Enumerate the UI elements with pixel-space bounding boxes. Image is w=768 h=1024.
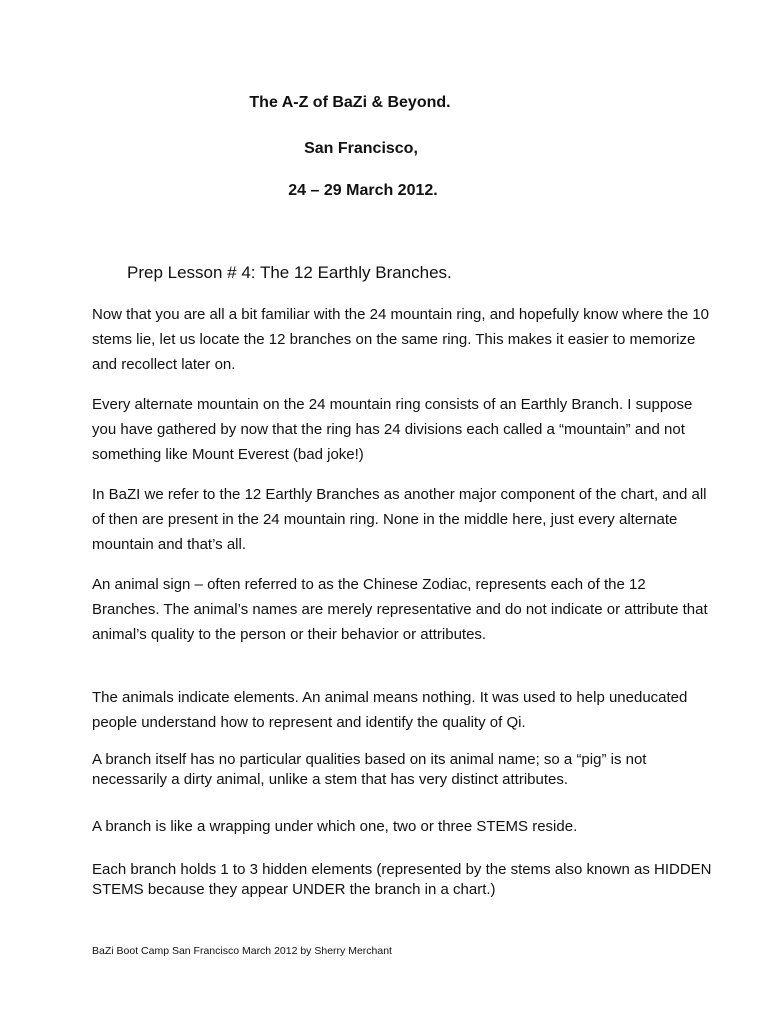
paragraph-8: Each branch holds 1 to 3 hidden elements (represented by the stems also known as HIDDEN STEMS because they appear UNDER the branch in a chart.) — [92, 861, 712, 898]
paragraph-2: Every alternate mountain on the 24 mountain ring consists of an Earthly Branch. I suppose you have gathered by now that the ring has 24 divisions each called a “mountain” and not something like Mount Everest (bad joke!) — [92, 396, 693, 463]
paragraph-3: In BaZI we refer to the 12 Earthly Branches as another major component of the chart, and all of then are present in the 24 mountain ring. None in the middle here, just every alternate mountain and that’s all. — [92, 486, 707, 553]
paragraph-5: The animals indicate elements. An animal means nothing. It was used to help uneducated people understand how to represent and identify the quality of Qi. — [92, 689, 688, 731]
paragraph-4: An animal sign – often referred to as the Chinese Zodiac, represents each of the 12 Branches. The animal’s names are merely representative and do not indicate or attribute that animal’s quality to the person or their behavior or attributes. — [92, 576, 708, 643]
document-dates: 24 – 29 March 2012. — [288, 182, 438, 199]
document-title: The A-Z of BaZi & Beyond. — [249, 94, 451, 111]
page-footer: BaZi Boot Camp San Francisco March 2012 by Sherry Merchant — [92, 945, 392, 957]
lesson-heading: Prep Lesson # 4: The 12 Earthly Branches. — [127, 263, 452, 282]
paragraph-6: A branch itself has no particular qualities based on its animal name; so a “pig” is not necessarily a dirty animal, unlike a stem that has very distinct attributes. — [92, 751, 647, 788]
paragraph-1: Now that you are all a bit familiar with the 24 mountain ring, and hopefully know where the 10 stems lie, let us locate the 12 branches on the same ring. This makes it easier to memorize and recollect later on. — [92, 306, 710, 373]
document-location: San Francisco, — [304, 140, 418, 157]
paragraph-7: A branch is like a wrapping under which one, two or three STEMS reside. — [92, 818, 578, 835]
